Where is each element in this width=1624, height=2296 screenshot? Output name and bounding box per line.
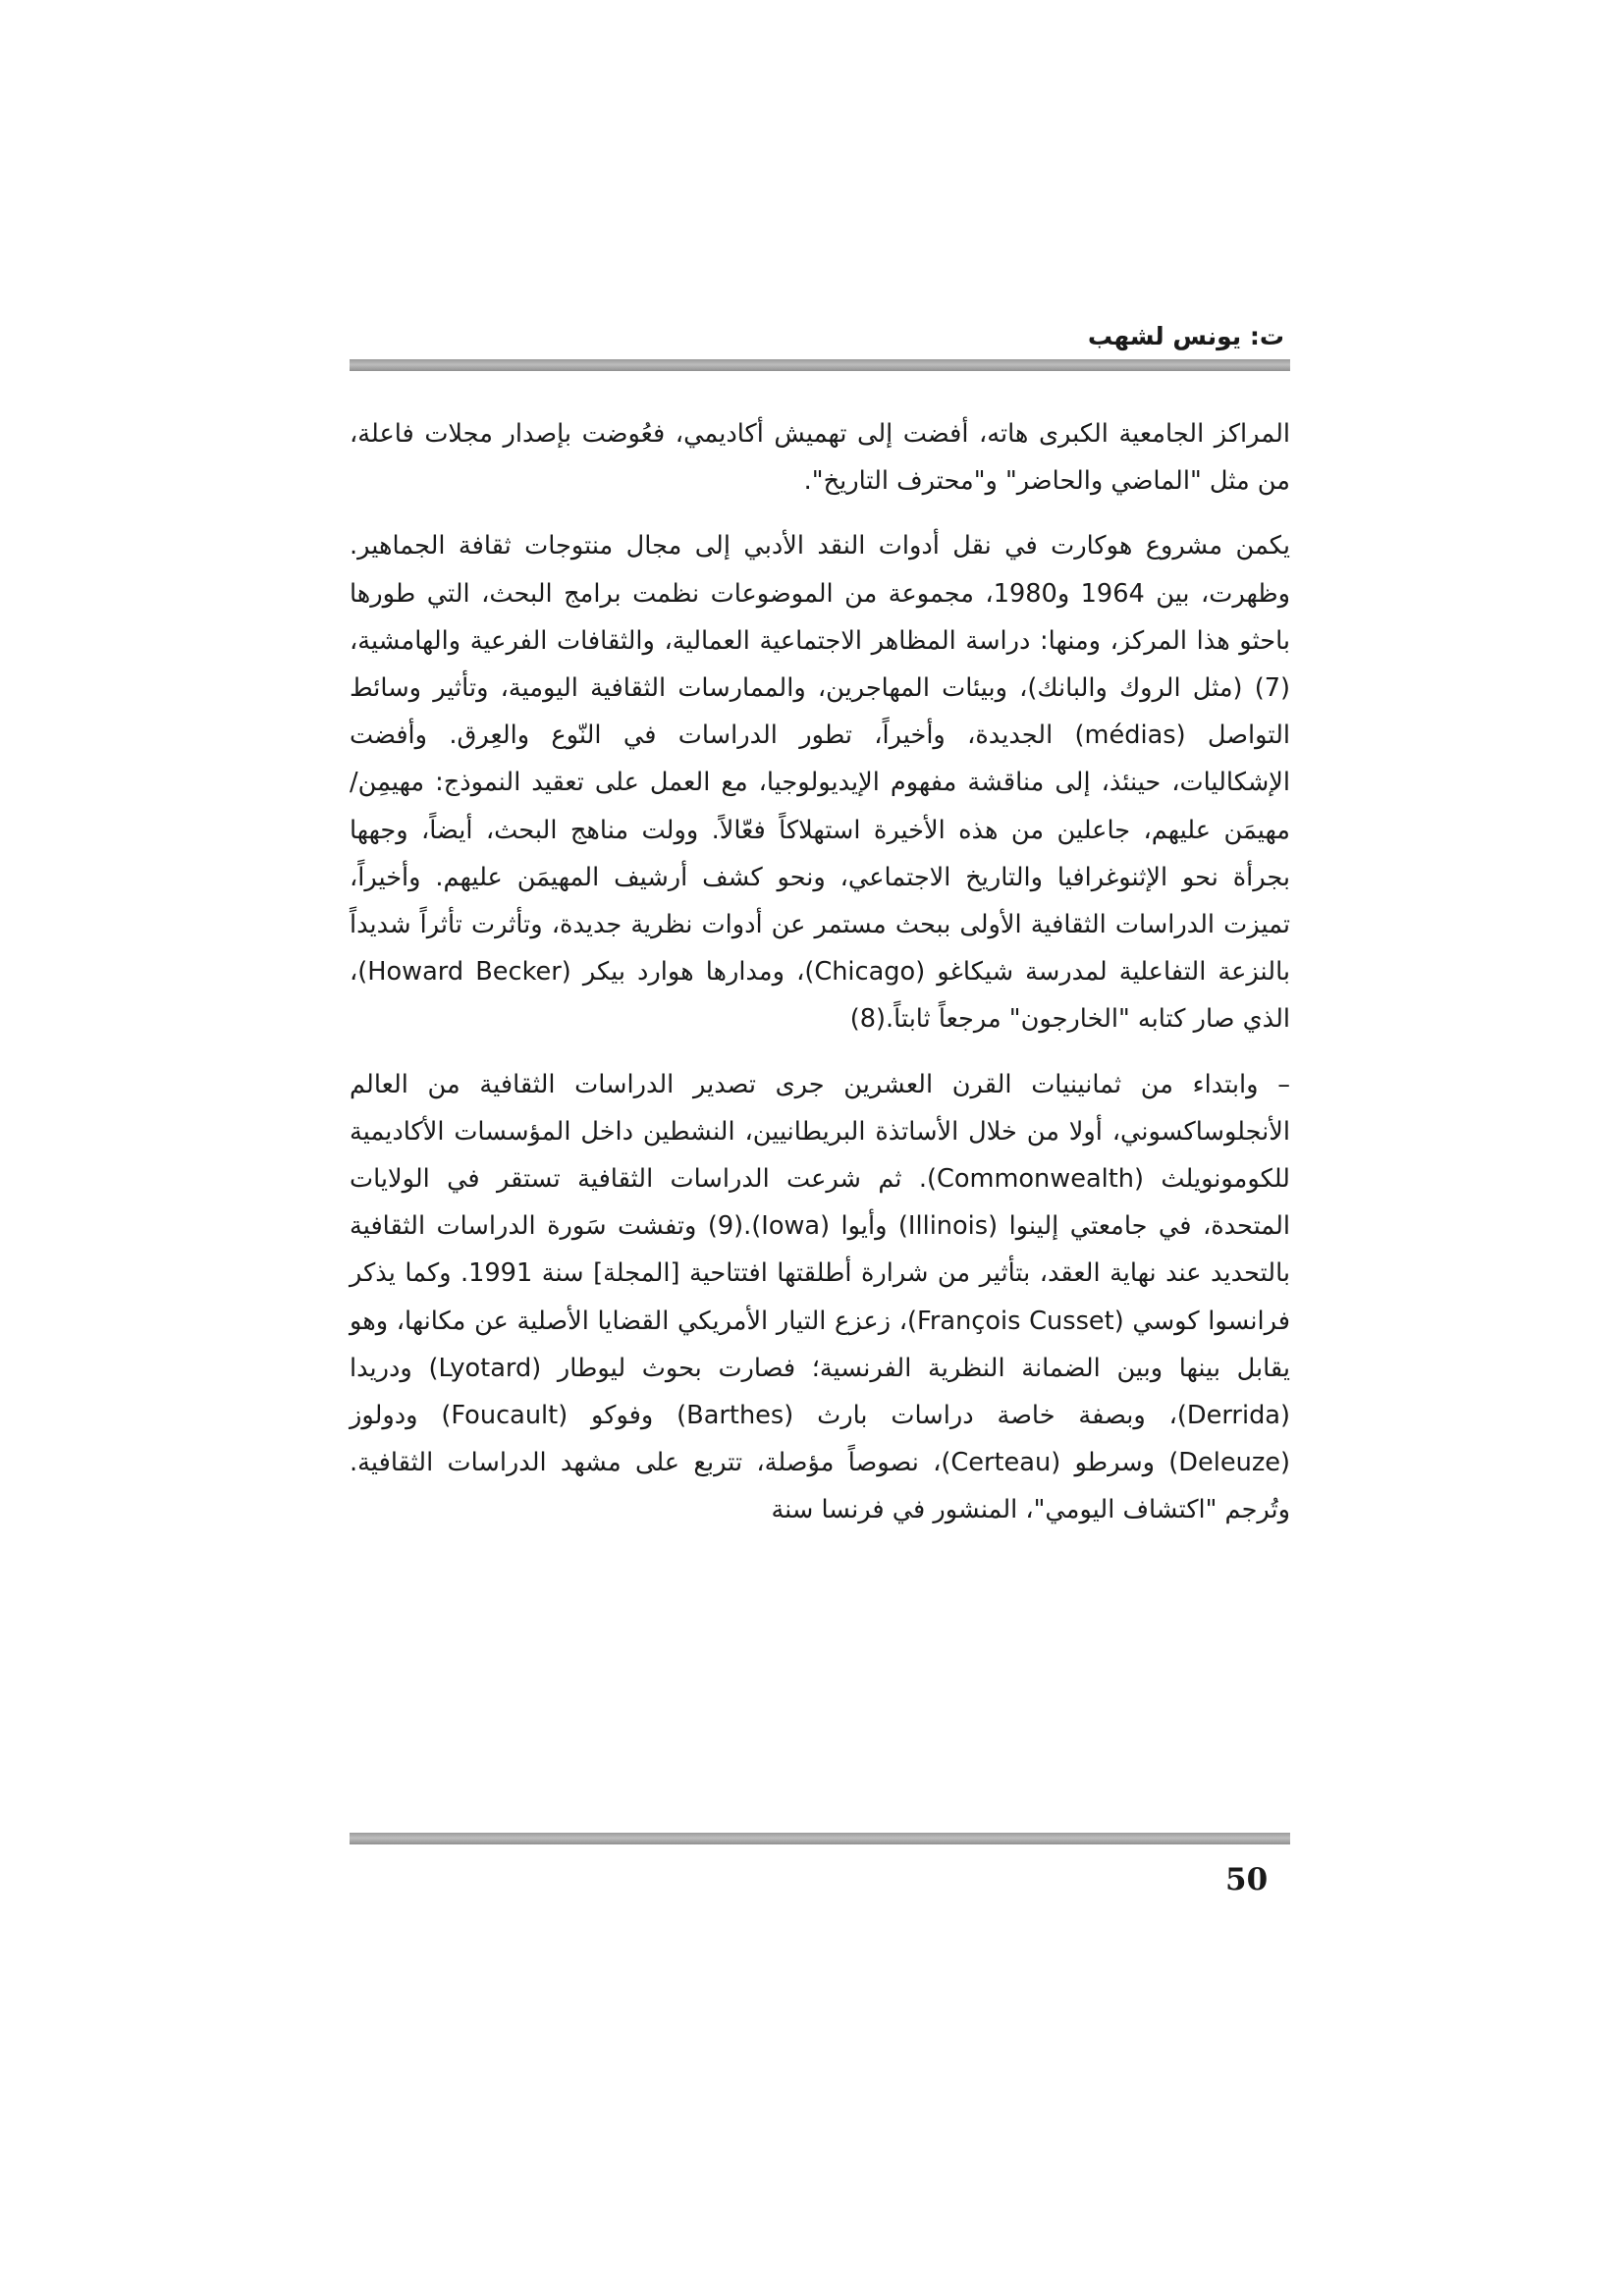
running-header-author: ت: يونس لشهب [1087,322,1284,350]
paragraph-2: يكمن مشروع هوكارت في نقل أدوات النقد الأدبي إلى مجال منتوجات ثقافة الجماهير. وظهرت، بين 1964 و1980، مجموعة من الموضوعات نظمت برامج البحث، التي طورها باحثو هذا المركز، ومنها: دراسة المظاهر الاجتماعية العمالية، والثقافات الفرعية والهامشية،(7) (مثل الروك والبانك)، وبيئات المهاجرين، والممارسات الثقافية اليومية، وتأثير وسائط التواصل (médias) الجديدة، وأخيراً، تطور الدراسات في النّوع والعِرق. وأفضت الإشكاليات، حينئذ، إلى مناقشة مفهوم الإيديولوجيا، مع العمل على تعقيد النموذج: مهيمِن/مهيمَن عليهم، جاعلين من هذه الأخيرة استهلاكاً فعّالاً. وولت مناهج البحث، أيضاً، وجهها بجرأة نحو الإثنوغرافيا والتاريخ الاجتماعي، ونحو كشف أرشيف المهيمَن عليهم. وأخيراً، تميزت الدراسات الثقافية الأولى ببحث مستمر عن أدوات نظرية جديدة، وتأثرت تأثراً شديداً بالنزعة التفاعلية لمدرسة شيكاغو (Chicago)، ومدارها هوارد بيكر (Howard Becker)، الذي صار كتابه "الخارجون" مرجعاً ثابتاً.(8) [350,531,1291,1035]
page-number: 50 [1225,1862,1269,1897]
header-rule [350,359,1290,371]
body-text [350,410,1290,1552]
paragraph-1: المراكز الجامعية الكبرى هاته، أفضت إلى تهميش أكاديمي، فعُوضت بإصدار مجلات فاعلة، من مثل "الماضي والحاضر" و"محترف التاريخ". [350,419,1290,497]
footer-rule [350,1833,1290,1844]
paragraph-3: – وابتداء من ثمانينيات القرن العشرين جرى تصدير الدراسات الثقافية من العالم الأنجلوساكسوني، أولا من خلال الأساتذة البريطانيين، النشطين داخل المؤسسات الأكاديمية للكومونويلث (Commonwealth). ثم شرعت الدراسات الثقافية تستقر في الولايات المتحدة، في جامعتي إلينوا (Illinois) وأيوا (Iowa).(9) وتفشت سَورة الدراسات الثقافية بالتحديد عند نهاية العقد، بتأثير من شرارة أطلقتها افتتاحية [المجلة] سنة 1991. وكما يذكر فرانسوا كوسي (François Cusset)، زعزع التيار الأمريكي القضايا الأصلية عن مكانها، وهو يقابل بينها وبين الضمانة النظرية الفرنسية؛ فصارت بحوث ليوطار (Lyotard) ودريدا (Derrida)، وبصفة خاصة دراسات بارث (Barthes) وفوكو (Foucault) ودولوز (Deleuze) وسرطو (Certeau)، نصوصاً مؤصلة، تتربع على مشهد الدراسات الثقافية. وتُرجم "اكتشاف اليومي"، المنشور في فرنسا سنة [350,1069,1291,1525]
